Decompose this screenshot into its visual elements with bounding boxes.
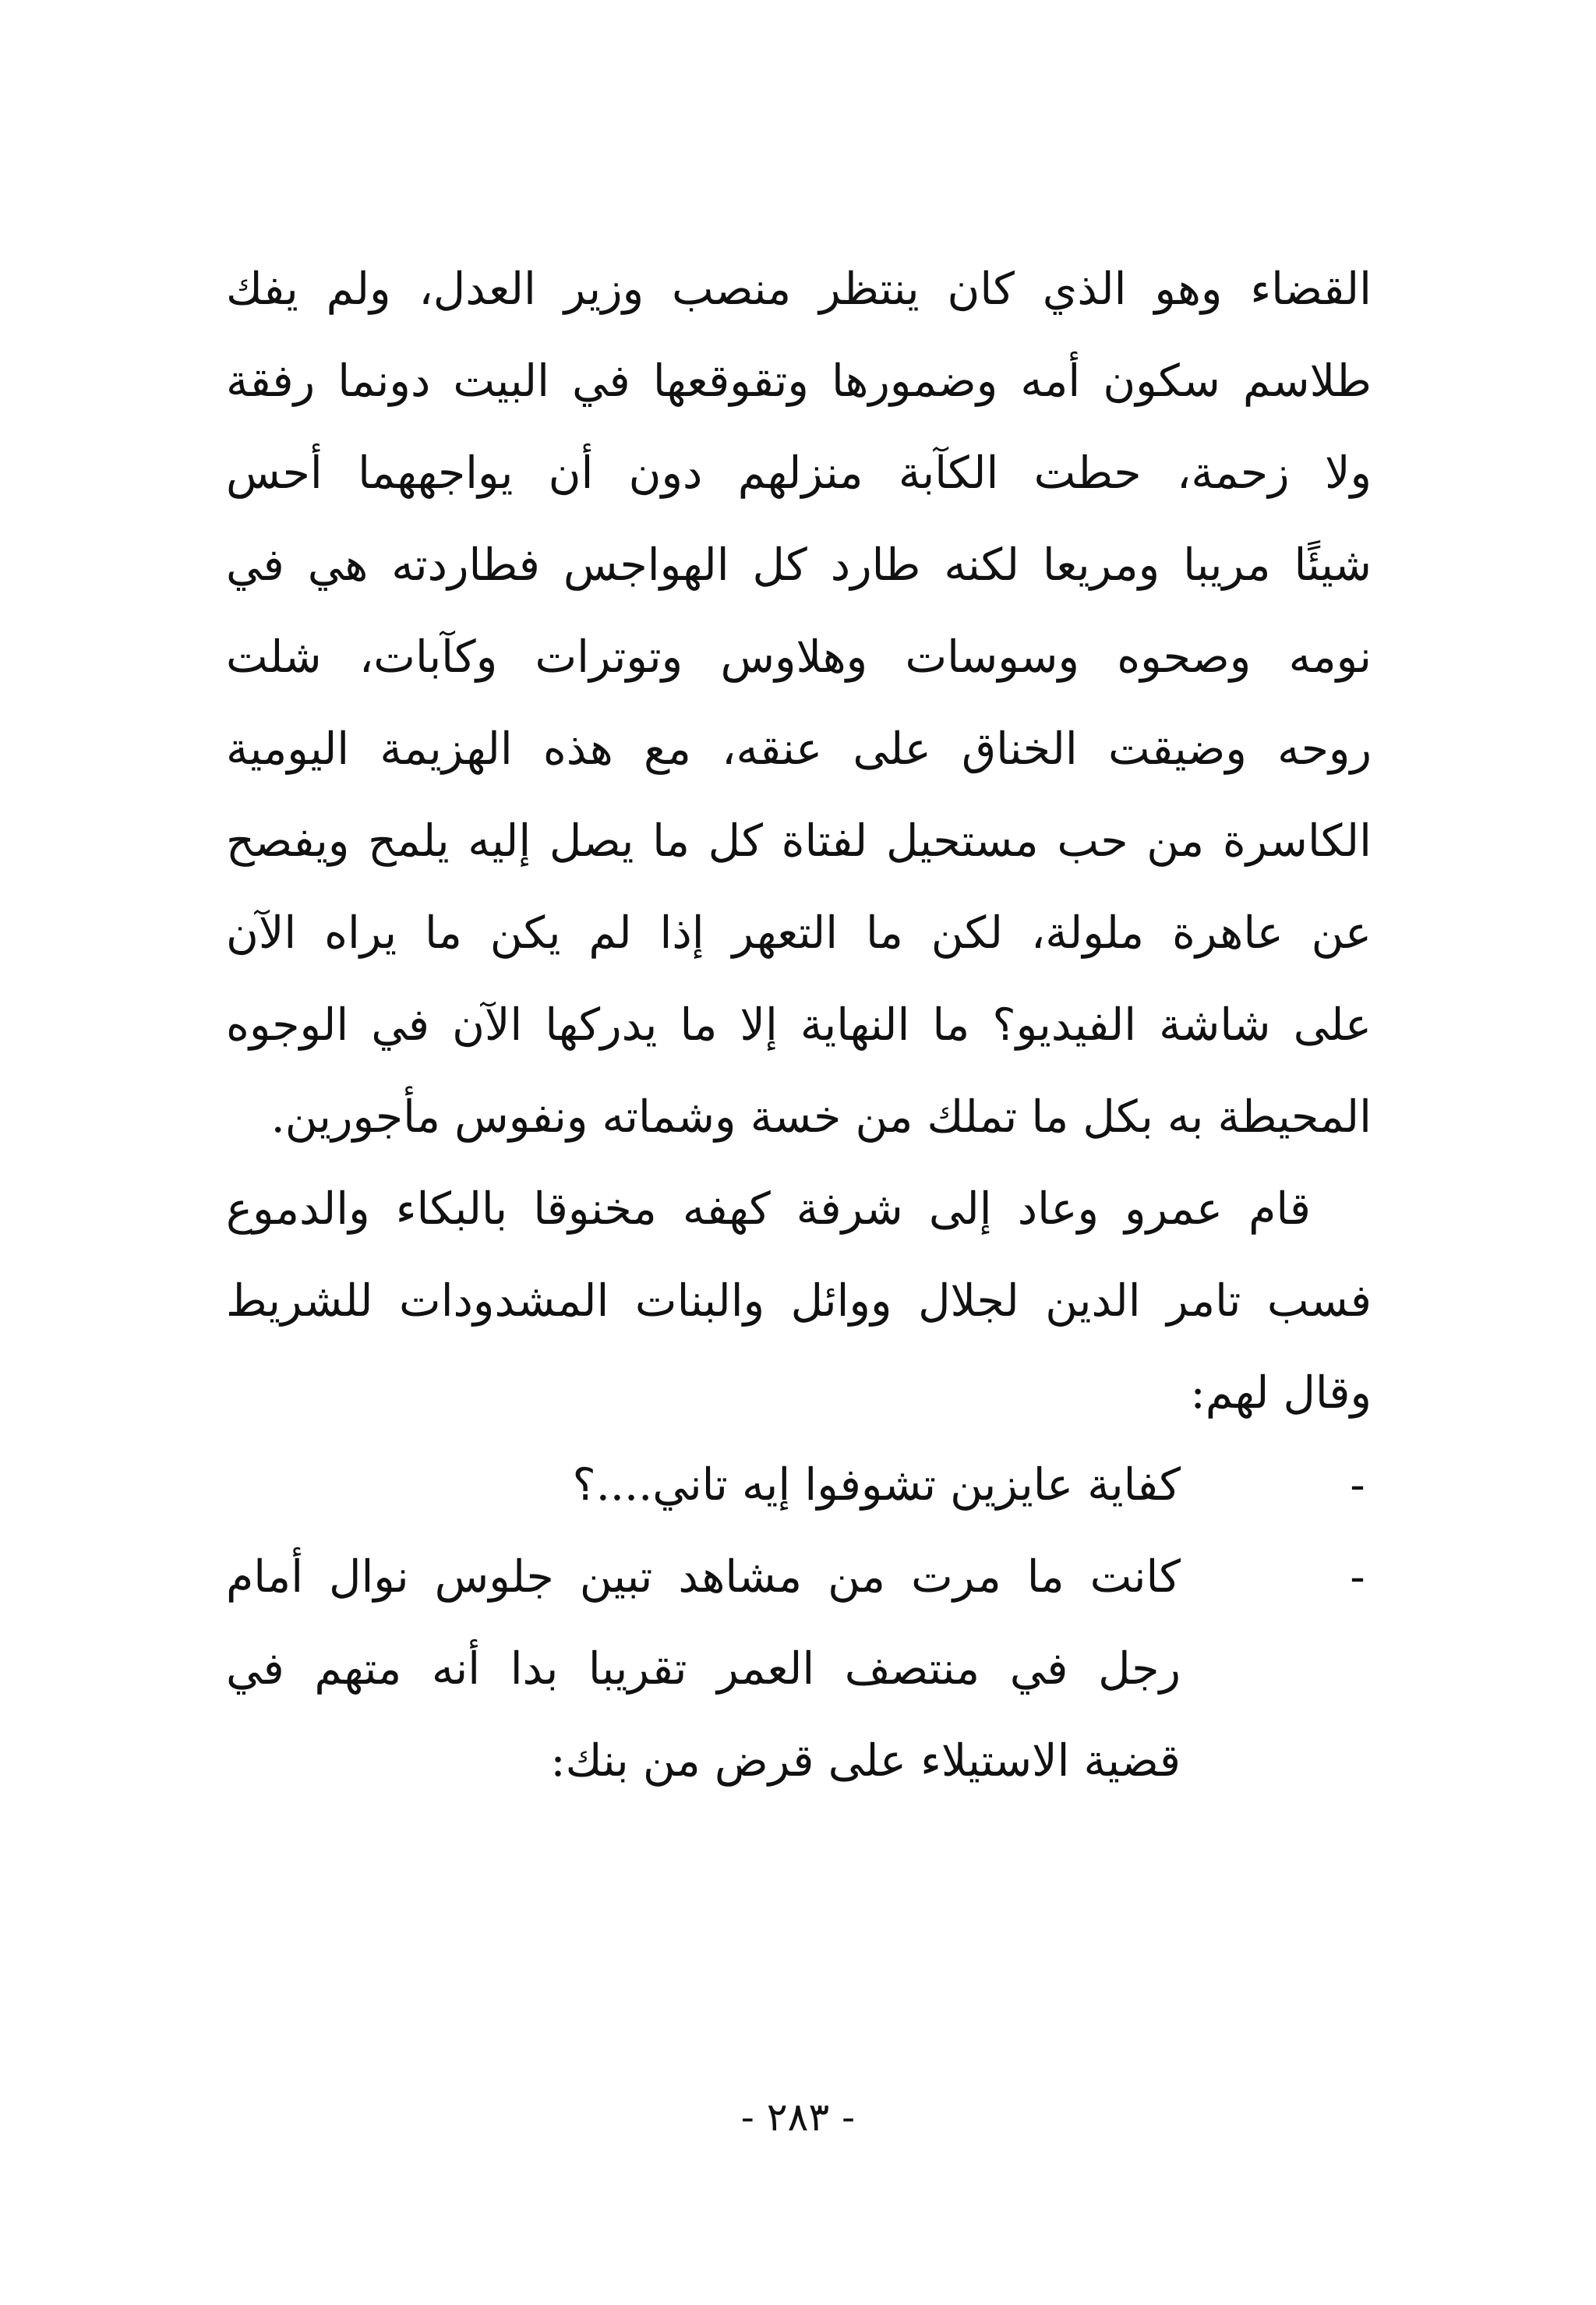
- text-line: المحيطة به بكل ما تملك من خسة وشماته ونفوس مأجورين.: [270, 1091, 1372, 1143]
- text-line: فسب تامر الدين لجلال ووائل والبنات المشدودات للشريط: [226, 1275, 1372, 1327]
- page-number: - ٢٨٣ -: [740, 2095, 856, 2140]
- text-line: روحه وضيقت الخناق على عنقه، مع هذه الهزيمة اليومية: [226, 723, 1372, 775]
- dialogue-line: قضية الاستيلاء على قرض من بنك:: [550, 1735, 1181, 1787]
- dialogue-dash: -: [1350, 1459, 1365, 1511]
- text-line: عن عاهرة ملولة، لكن ما التعهر إذا لم يكن ما يراه الآن: [226, 907, 1372, 959]
- dialogue-line: رجل في منتصف العمر تقريبا بدا أنه متهم في: [226, 1643, 1181, 1695]
- dialogue-dash: -: [1350, 1551, 1365, 1603]
- text-line: قام عمرو وعاد إلى شرفة كهفه مخنوقا بالبكاء والدموع: [226, 1183, 1311, 1235]
- text-line: طلاسم سكون أمه وضمورها وتقوقعها في البيت دونما رفقة: [226, 355, 1372, 407]
- text-line: وقال لهم:: [1190, 1367, 1372, 1419]
- text-line: القضاء وهو الذي كان ينتظر منصب وزير العدل، ولم يفك: [226, 263, 1372, 315]
- dialogue-item-1: [226, 1439, 1372, 1531]
- dialogue-item-2: [226, 1531, 1372, 1807]
- body-text: [226, 243, 1372, 1807]
- paragraph-1: [226, 243, 1372, 1163]
- dialogue-line: كانت ما مرت من مشاهد تبين جلوس نوال أمام: [226, 1551, 1181, 1603]
- text-line: الكاسرة من حب مستحيل لفتاة كل ما يصل إليه يلمح ويفصح: [226, 815, 1372, 867]
- text-line: شيئًا مريبا ومريعا لكنه طارد كل الهواجس فطاردته هي في: [226, 539, 1372, 591]
- dialogue-line: كفاية عايزين تشوفوا إيه تاني....؟: [572, 1459, 1181, 1511]
- paragraph-2: [226, 1163, 1372, 1439]
- text-line: على شاشة الفيديو؟ ما النهاية إلا ما يدركها الآن في الوجوه: [226, 999, 1372, 1051]
- text-line: نومه وصحوه وسوسات وهلاوس وتوترات وكآبات، شلت: [226, 631, 1372, 683]
- text-line: ولا زحمة، حطت الكآبة منزلهم دون أن يواجههما أحس: [226, 447, 1372, 499]
